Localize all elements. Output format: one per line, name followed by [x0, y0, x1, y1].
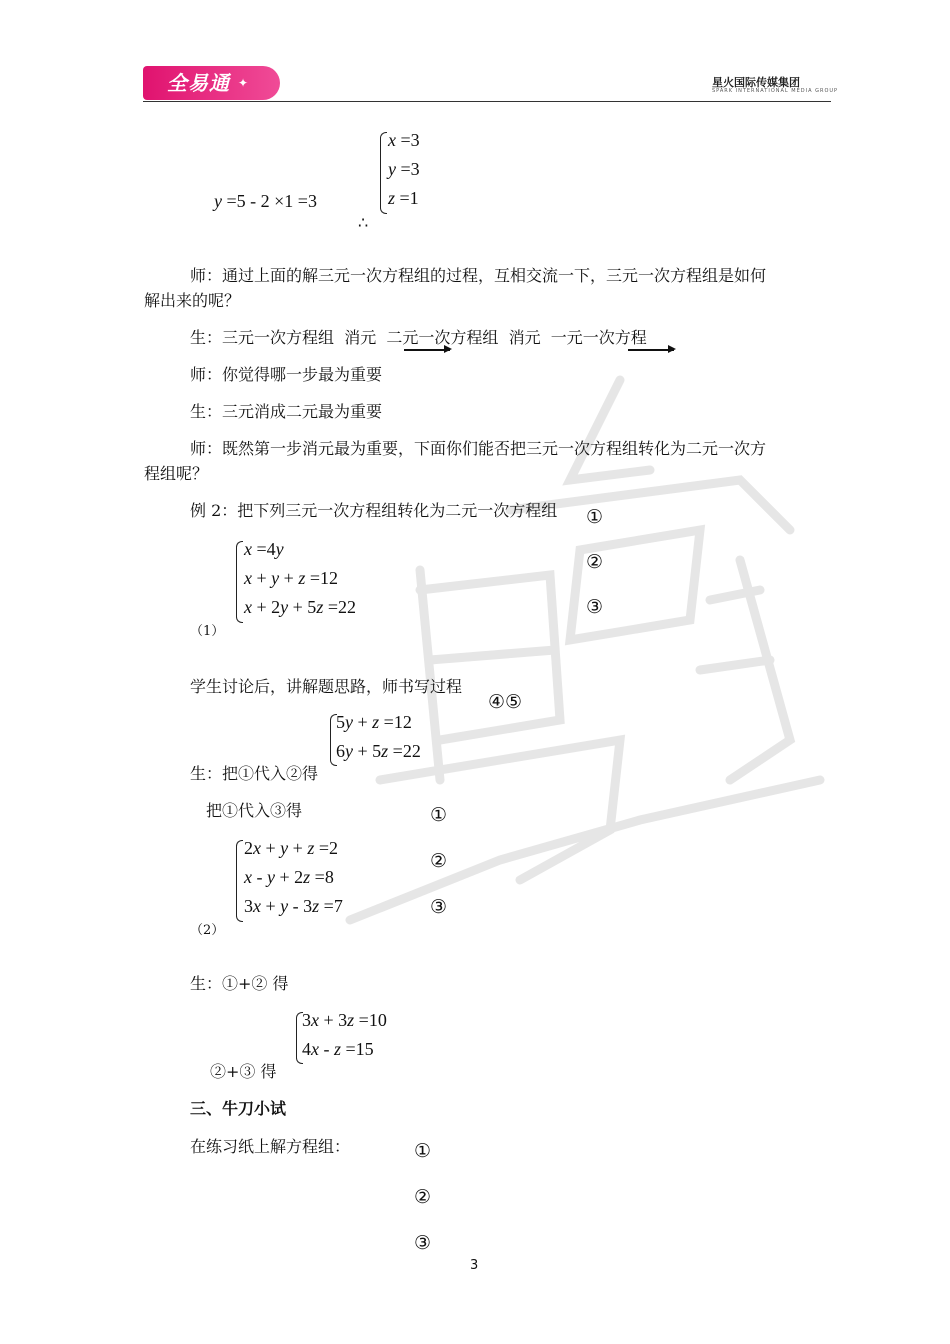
- brand-logo: [143, 66, 280, 100]
- therefore-symbol: ∴: [358, 215, 369, 232]
- logo-text: 全易通: [167, 71, 230, 95]
- equation: 5y + z =12: [336, 712, 412, 732]
- result-x: x =3: [388, 130, 420, 150]
- marker-3: ③: [430, 896, 448, 918]
- student-answer-2: 生：三元消成二元最为重要: [190, 402, 383, 421]
- addition-2: ②+③ 得: [210, 1062, 277, 1081]
- example-2-title: 例 2：把下列三元一次方程组转化为二元一次方程组: [190, 501, 558, 520]
- marker-1: ①: [586, 506, 604, 528]
- marker-1: ①: [430, 804, 448, 826]
- page-number: 3: [470, 1258, 479, 1273]
- student-answer-mid: 二元一次方程组: [386, 328, 499, 347]
- equation: x - y + 2z =8: [244, 867, 334, 887]
- practice-instruction: 在练习纸上解方程组：: [190, 1137, 351, 1156]
- result-y: y =3: [388, 159, 420, 179]
- part-label-2: （2）: [190, 923, 225, 938]
- equation: 3x + y - 3z =7: [244, 896, 343, 916]
- step-eliminate-2: 消元: [508, 328, 541, 347]
- equation: 6y + 5z =22: [336, 741, 421, 761]
- student-answer-prefix: 生：三元一次方程组: [190, 328, 335, 347]
- equation: 2x + y + z =2: [244, 838, 338, 858]
- marker-2: ②: [586, 551, 604, 573]
- substitution-1: 生：把①代入②得: [190, 764, 319, 783]
- discussion-text: 学生讨论后，讲解题思路，师书写过程: [190, 677, 463, 696]
- brace: [236, 840, 243, 922]
- addition-1: 生：①+② 得: [190, 974, 289, 993]
- markers-4-5: ④⑤: [488, 691, 523, 713]
- teacher-question-1: 师：通过上面的解三元一次方程组的过程，互相交流一下，三元一次方程组是如何: [190, 266, 767, 285]
- part-label-1: （1）: [190, 624, 225, 639]
- marker-3: ③: [414, 1232, 432, 1254]
- marker-1: ①: [414, 1140, 432, 1162]
- student-answer-1: [190, 327, 647, 349]
- equation: 3x + 3z =10: [302, 1010, 387, 1030]
- equation: 4x - z =15: [302, 1039, 374, 1059]
- equation: x + y + z =12: [244, 568, 338, 588]
- y-calculation: y =5 - 2 ×1 =3: [214, 191, 317, 211]
- section-3-title: 三、牛刀小试: [190, 1099, 287, 1118]
- sparkle-icon: ✦: [237, 76, 250, 90]
- equation: x + 2y + 5z =22: [244, 597, 356, 617]
- brace: [380, 132, 387, 214]
- marker-2: ②: [414, 1186, 432, 1208]
- header-divider: [143, 101, 831, 102]
- marker-3: ③: [586, 596, 604, 618]
- result-z: z =1: [388, 188, 419, 208]
- teacher-question-1-cont: 解出来的呢？: [144, 291, 241, 310]
- teacher-question-3-cont: 程组呢？: [144, 464, 209, 483]
- arrow-right-icon: [628, 349, 674, 351]
- publisher-name: 星火国际传媒集团: [712, 76, 800, 89]
- publisher-name-en: SPARK INTERNATIONAL MEDIA GROUP: [712, 88, 839, 94]
- substitution-2: 把①代入③得: [206, 801, 303, 820]
- teacher-question-2: 师：你觉得哪一步最为重要: [190, 365, 383, 384]
- teacher-question-3: 师：既然第一步消元最为重要，下面你们能否把三元一次方程组转化为二元一次方: [190, 439, 767, 458]
- student-answer-end: 一元一次方程: [550, 328, 647, 347]
- brace: [236, 541, 243, 623]
- marker-2: ②: [430, 850, 448, 872]
- equation: x =4y: [244, 539, 284, 559]
- step-eliminate-1: 消元: [344, 328, 377, 347]
- arrow-right-icon: [404, 349, 450, 351]
